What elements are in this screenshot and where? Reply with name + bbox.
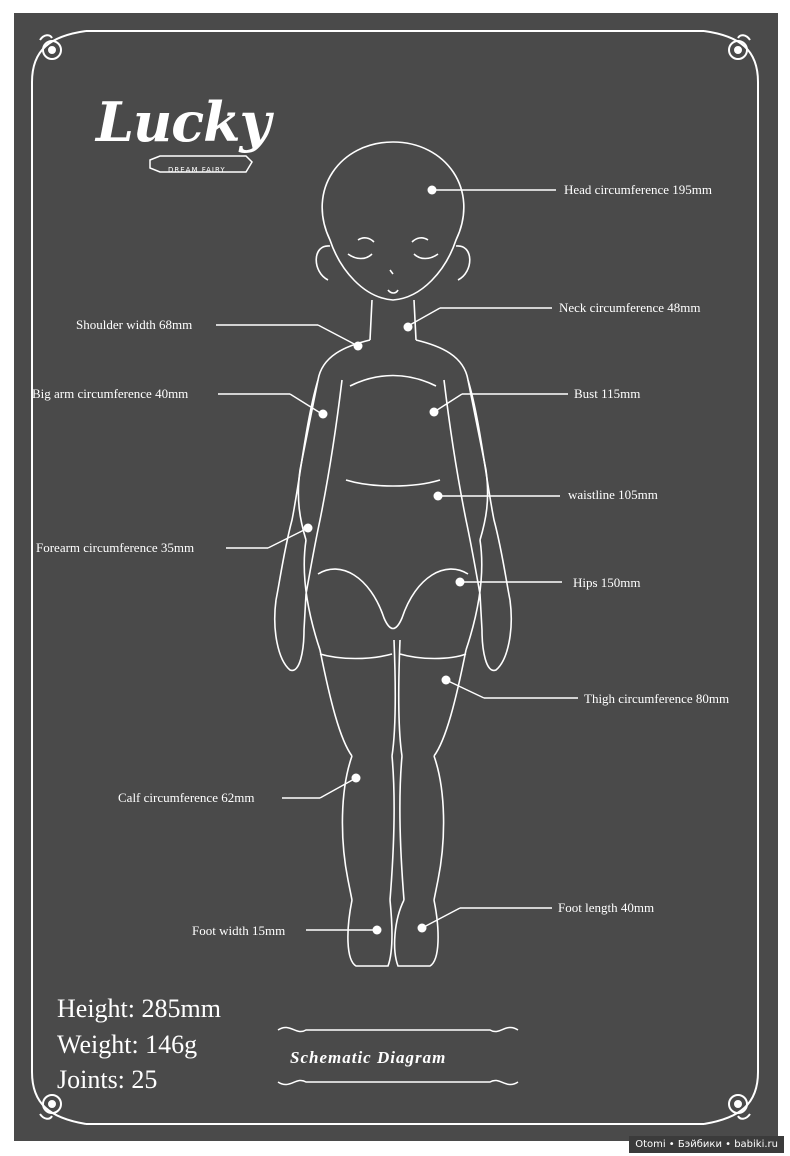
corner-ornament-top-left [32, 31, 86, 82]
label-bust: Bust 115mm [574, 386, 641, 401]
doll-pelvis [304, 540, 482, 650]
corner-ornament-top-right [704, 31, 758, 82]
doll-left-hand [275, 594, 306, 670]
dot-shoulder [354, 342, 363, 351]
label-foot-length: Foot length 40mm [558, 900, 655, 915]
doll-head [322, 142, 464, 300]
doll-ear-left [316, 246, 330, 280]
dot-head [428, 186, 437, 195]
brand-logo: Lucky [96, 90, 270, 154]
label-foot-width: Foot width 15mm [192, 923, 286, 938]
doll-outline [275, 142, 511, 966]
doll-right-arm [444, 380, 510, 600]
doll-left-arm [276, 380, 342, 600]
doll-right-calf [400, 756, 444, 900]
dot-calf [352, 774, 361, 783]
stat-height: Height: 285mm [57, 994, 221, 1023]
label-neck-circumference: Neck circumference 48mm [559, 300, 701, 315]
label-thigh-circumference: Thigh circumference 80mm [584, 691, 730, 706]
doll-eye-right [414, 254, 438, 259]
label-forearm-circumference: Forearm circumference 35mm [36, 540, 195, 555]
dot-hips [456, 578, 465, 587]
schematic-caption: Schematic Diagram [290, 1048, 447, 1067]
caption-ornament-bottom [278, 1080, 518, 1084]
dot-big-arm [319, 410, 328, 419]
doll-eye-left [348, 254, 372, 259]
dot-thigh [442, 676, 451, 685]
stat-joints: Joints: 25 [57, 1065, 158, 1094]
corner-ornament-bottom-right [704, 1072, 758, 1124]
doll-left-foot [348, 900, 392, 966]
caption-ornament-top [278, 1027, 518, 1031]
doll-left-calf [342, 756, 394, 900]
doll-right-foot [395, 900, 438, 966]
label-big-arm-circumference: Big arm circumference 40mm [32, 386, 189, 401]
dot-foot-length [418, 924, 427, 933]
stat-weight: Weight: 146g [57, 1030, 198, 1059]
dot-forearm [304, 524, 313, 533]
label-shoulder-width: Shoulder width 68mm [76, 317, 193, 332]
dot-bust [430, 408, 439, 417]
dot-waist [434, 492, 443, 501]
label-head-circumference: Head circumference 195mm [564, 182, 712, 197]
label-calf-circumference: Calf circumference 62mm [118, 790, 255, 805]
brand-tagline: DREAM FAIRY [168, 166, 226, 174]
doll-torso [298, 340, 487, 540]
doll-ear-right [456, 246, 470, 280]
watermark: Otomi • Бэйбики • babiki.ru [629, 1136, 784, 1153]
leader-lines [216, 190, 578, 930]
doll-right-hand [480, 594, 511, 670]
doll-neck [370, 300, 416, 340]
dot-foot-width [373, 926, 382, 935]
dot-neck [404, 323, 413, 332]
label-waistline: waistline 105mm [568, 487, 658, 502]
label-hips: Hips 150mm [573, 575, 641, 590]
